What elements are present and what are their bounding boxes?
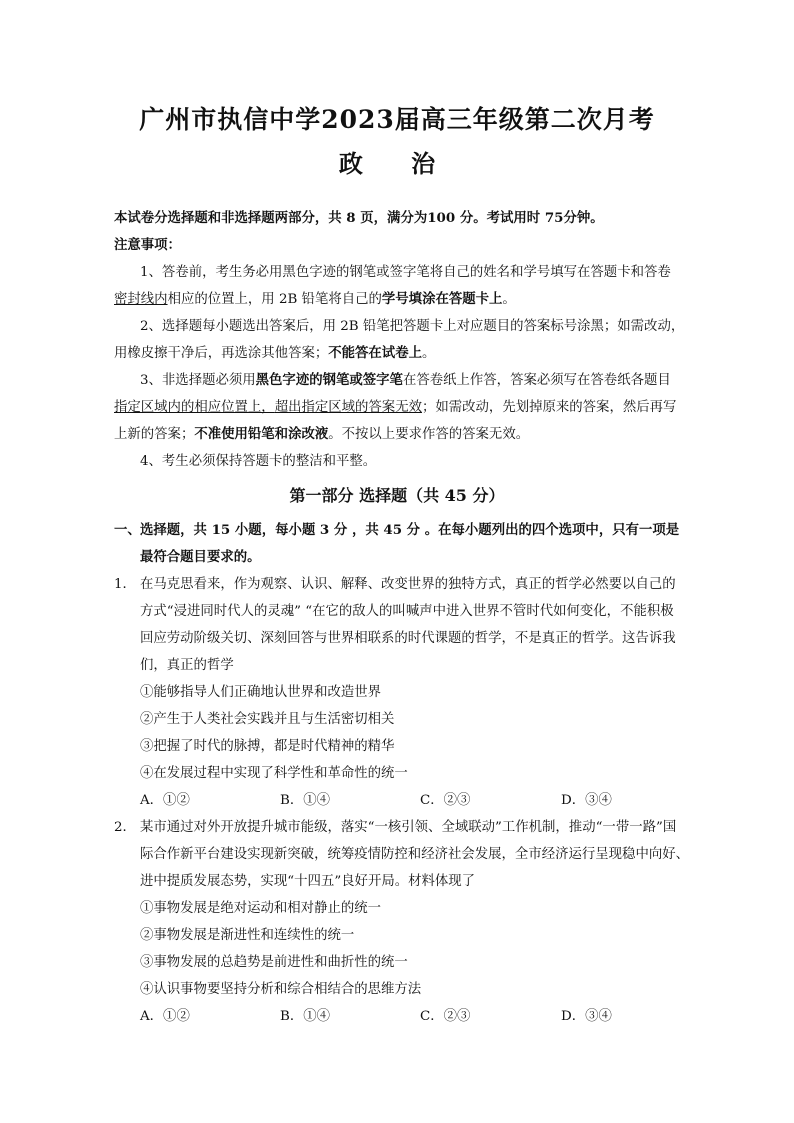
notice-3-text-c: ；如需改动，先划掉原来的答案，然后再写 <box>421 400 677 415</box>
notice-1-end: 。 <box>502 292 516 307</box>
question-1-number: 1． <box>114 577 136 592</box>
question-1-statement-2: ②产生于人类社会实践并且与生活密切相关 <box>140 712 395 727</box>
question-1-option-b: B．①④ <box>280 793 331 808</box>
notice-3-emphasis-no-pencil: 不准使用铅笔和涂改液 <box>194 426 329 442</box>
question-1-option-c: C．②③ <box>420 793 471 808</box>
notice-3-text-b: 在答卷纸上作答，答案必须写在答卷纸各题目 <box>402 373 671 388</box>
exam-subject <box>0 144 794 179</box>
question-2-statement-4: ④认识事物要坚持分析和综合相结合的思维方法 <box>140 982 422 997</box>
notice-3-line-1 <box>140 369 671 388</box>
subject-label: 政 治 <box>338 149 456 178</box>
notice-title: 注意事项： <box>114 237 181 253</box>
question-1-line-1: 在马克思看来，作为观察、认识、解释、改变世界的独特方式，真正的哲学必然要以自己的 <box>140 577 676 592</box>
notice-2-line-2 <box>114 342 435 361</box>
notice-2-emphasis: 不能答在试卷上 <box>328 345 422 361</box>
exam-title: 广州市执信中学2023届高三年级第二次月考 <box>139 105 655 134</box>
question-2-number: 2． <box>114 820 136 835</box>
notice-3-emphasis-pen: 黑色字迹的钢笔或签字笔 <box>255 372 403 388</box>
notice-2-end: 。 <box>421 346 436 361</box>
notice-1-text: 相应的位置上，用 2B 铅笔将自己的 <box>167 292 382 307</box>
question-2-option-c: C．②③ <box>420 1009 471 1024</box>
section-instructions-line-2: 最符合题目要求的。 <box>140 549 261 565</box>
question-2-statement-1: ①事物发展是绝对运动和相对静止的统一 <box>140 901 382 916</box>
notice-3-line-2 <box>114 396 676 415</box>
question-2-line-2: 际合作新平台建设实现新突破，统筹疫情防控和经济社会发展，全市经济运行呈现稳中向好、 <box>140 847 690 862</box>
question-1-statement-3: ③把握了时代的脉搏，都是时代精神的精华 <box>140 739 395 754</box>
part-1-title: 第一部分 选择题（共 45 分） <box>289 486 505 505</box>
notice-3-line-3 <box>114 423 529 442</box>
question-2-option-a: A．①② <box>140 1009 190 1024</box>
question-2-statement-3: ③事物发展的总趋势是前进性和曲折性的统一 <box>140 955 408 970</box>
notice-3-text-a: 3、非选择题必须用 <box>140 373 256 388</box>
section-number: 一、 <box>114 522 141 538</box>
question-1-option-d: D．③④ <box>561 793 612 808</box>
notice-3-area: 指定区域内的相应位置上， <box>114 400 275 415</box>
notice-1-line-1: 1、答卷前，考生务必用黑色字迹的钢笔或签字笔将自己的姓名和学号填写在答题卡和答卷 <box>140 265 671 280</box>
question-1-statement-4: ④在发展过程中实现了科学性和革命性的统一 <box>140 766 408 781</box>
question-1-statement-1: ①能够指导人们正确地认世界和改造世界 <box>140 685 382 700</box>
notice-2-text: 用橡皮擦干净后，再选涂其他答案； <box>114 346 329 361</box>
notice-1-seal-line: 密封线内 <box>114 292 168 307</box>
question-1-option-a: A．①② <box>140 793 190 808</box>
question-2-line-1: 某市通过对外开放提升城市能级，落实“一核引领、全域联动”工作机制，推动“一带一路”国 <box>140 820 677 835</box>
question-2-option-d: D．③④ <box>561 1009 612 1024</box>
notice-1-line-2 <box>114 288 516 307</box>
notice-4: 4、考生必须保持答题卡的整洁和平整。 <box>140 454 377 469</box>
notice-1-emphasis: 学号填涂在答题卡上 <box>381 291 503 307</box>
question-2-statement-2: ②事物发展是渐进性和连续性的统一 <box>140 928 355 943</box>
exam-summary: 本试卷分选择题和非选择题两部分，共 8 页，满分为100 分。考试用时 75分钟。 <box>114 210 604 226</box>
question-2-line-3: 进中提质发展态势，实现“十四五”良好开局。材料体现了 <box>140 874 476 889</box>
question-2-option-b: B．①④ <box>280 1009 331 1024</box>
question-1-line-2: 方式“浸进同时代人的灵魂” “在它的敌人的叫喊声中进入世界不管时代如何变化，不能积极 <box>140 604 674 619</box>
notice-3-invalid: 超出指定区域的答案无效 <box>274 400 422 415</box>
question-1-line-3: 回应劳动阶级关切、深刻回答与世界相联系的时代课题的哲学，不是真正的哲学。这告诉我 <box>140 631 676 646</box>
notice-3-text-d: 上新的答案； <box>114 427 195 442</box>
section-instructions-line-1: 选择题，共 15 小题，每小题 3 分 ，共 45 分 。在每小题列出的四个选项中，只有一项是 <box>140 522 680 538</box>
question-1-line-4: 们，真正的哲学 <box>140 658 234 673</box>
notice-3-text-e: 。不按以上要求作答的答案无效。 <box>328 427 530 442</box>
notice-2-line-1: 2、选择题每小题选出答案后，用 2B 铅笔把答题卡上对应题目的答案标号涂黑；如需改动， <box>140 319 685 334</box>
